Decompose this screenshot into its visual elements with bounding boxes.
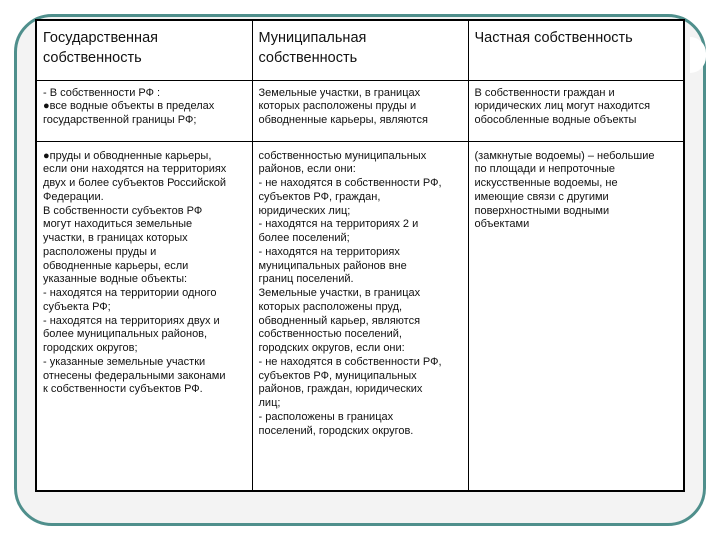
cell-line: которых расположены пруды и [258, 100, 417, 113]
ownership-table [35, 19, 685, 492]
header-text: Муниципальная собственность [258, 30, 367, 66]
cell-line: ●пруды и обводненные карьеры, [43, 149, 212, 162]
table-row [37, 80, 683, 141]
table-row [37, 141, 683, 490]
cell-line: субъекта РФ; [43, 300, 111, 313]
cell-line: поселений, городских округов. [258, 424, 414, 437]
cell-line: по площади и непроточные [474, 163, 615, 176]
cell-line: участки, в границах которых [43, 232, 188, 244]
ownership-table-grid [37, 21, 683, 490]
cell-line: ●все водные объекты в пределах [43, 100, 215, 113]
cell-private-row2 [468, 141, 683, 490]
cell-line: обводненные карьеры, если [43, 259, 189, 272]
header-text: Государственная собственность [43, 30, 158, 66]
cell-line: собственностью поселений, [258, 328, 402, 341]
cell-line: юридических лиц; [258, 204, 351, 217]
cell-line: более муниципальных районов, [43, 328, 208, 341]
cell-line: обособленные водные объекты [474, 114, 637, 126]
cell-line: В собственности субъектов РФ [43, 204, 203, 217]
cell-line: городских округов, если они: [258, 342, 405, 354]
cell-private-row1 [468, 80, 683, 141]
cell-line: - В собственности РФ : [43, 86, 161, 99]
cell-state-row1 [37, 80, 252, 141]
cell-line: лиц; [258, 397, 281, 409]
cell-line: субъектов РФ, муниципальных [258, 369, 417, 382]
cell-line: государственной границы РФ; [43, 114, 197, 126]
cell-line: двух и более субъектов Российской [43, 177, 227, 189]
cell-line: Земельные участки, в границах [258, 86, 421, 99]
cell-line: которых расположены пруд, [258, 300, 403, 313]
cell-line: - указанные земельные участки [43, 355, 206, 368]
cell-line: - находятся на территории одного [43, 287, 217, 299]
cell-line: субъектов РФ, граждан, [258, 190, 381, 203]
table-header-row [37, 21, 683, 80]
cell-line: Федерации. [43, 190, 104, 203]
cell-line: отнесены федеральными законами [43, 369, 226, 382]
cell-line: объектами [474, 218, 530, 231]
cell-municipal-row2 [252, 141, 468, 490]
cell-line: указанные водные объекты: [43, 273, 188, 286]
cell-line: обводненные карьеры, являются [258, 114, 428, 126]
cell-line: расположены пруды и [43, 245, 157, 258]
cell-line: муниципальных районов вне [258, 259, 407, 272]
cell-line: юридических лиц могут находится [474, 100, 651, 113]
cell-line: - находятся на территориях 2 и [258, 218, 419, 231]
header-private-ownership [468, 21, 683, 80]
cell-line: обводненный карьер, являются [258, 314, 421, 327]
cell-line: (замкнутые водоемы) – небольшие [474, 149, 655, 162]
cell-line: к собственности субъектов РФ. [43, 383, 203, 396]
cell-line: если они находятся на территориях [43, 163, 227, 176]
cell-line: поверхностными водными [474, 204, 610, 217]
cell-line: могут находиться земельные [43, 218, 193, 231]
cell-line: Земельные участки, в границах [258, 287, 421, 299]
cell-line: более поселений; [258, 232, 350, 244]
cell-line: районов, если они: [258, 163, 356, 176]
cell-line: - расположены в границах [258, 410, 394, 423]
cell-line: имеющие связи с другими [474, 190, 609, 203]
header-text: Частная собственность [474, 30, 633, 46]
cell-municipal-row1 [252, 80, 468, 141]
cell-line: границ поселений. [258, 273, 354, 286]
cell-line: В собственности граждан и [474, 86, 615, 99]
header-state-ownership [37, 21, 252, 80]
cell-line: районов, граждан, юридических [258, 383, 423, 396]
cell-line: собственностью муниципальных [258, 149, 427, 162]
cell-line: - находятся на территориях [258, 245, 400, 258]
cell-line: - находятся на территориях двух и [43, 314, 220, 327]
cell-line: городских округов; [43, 342, 138, 354]
cell-state-row2 [37, 141, 252, 490]
cell-line: - не находятся в собственности РФ, [258, 177, 442, 189]
cell-line: - не находятся в собственности РФ, [258, 355, 442, 368]
header-municipal-ownership [252, 21, 468, 80]
cell-line: искусственные водоемы, не [474, 177, 618, 189]
